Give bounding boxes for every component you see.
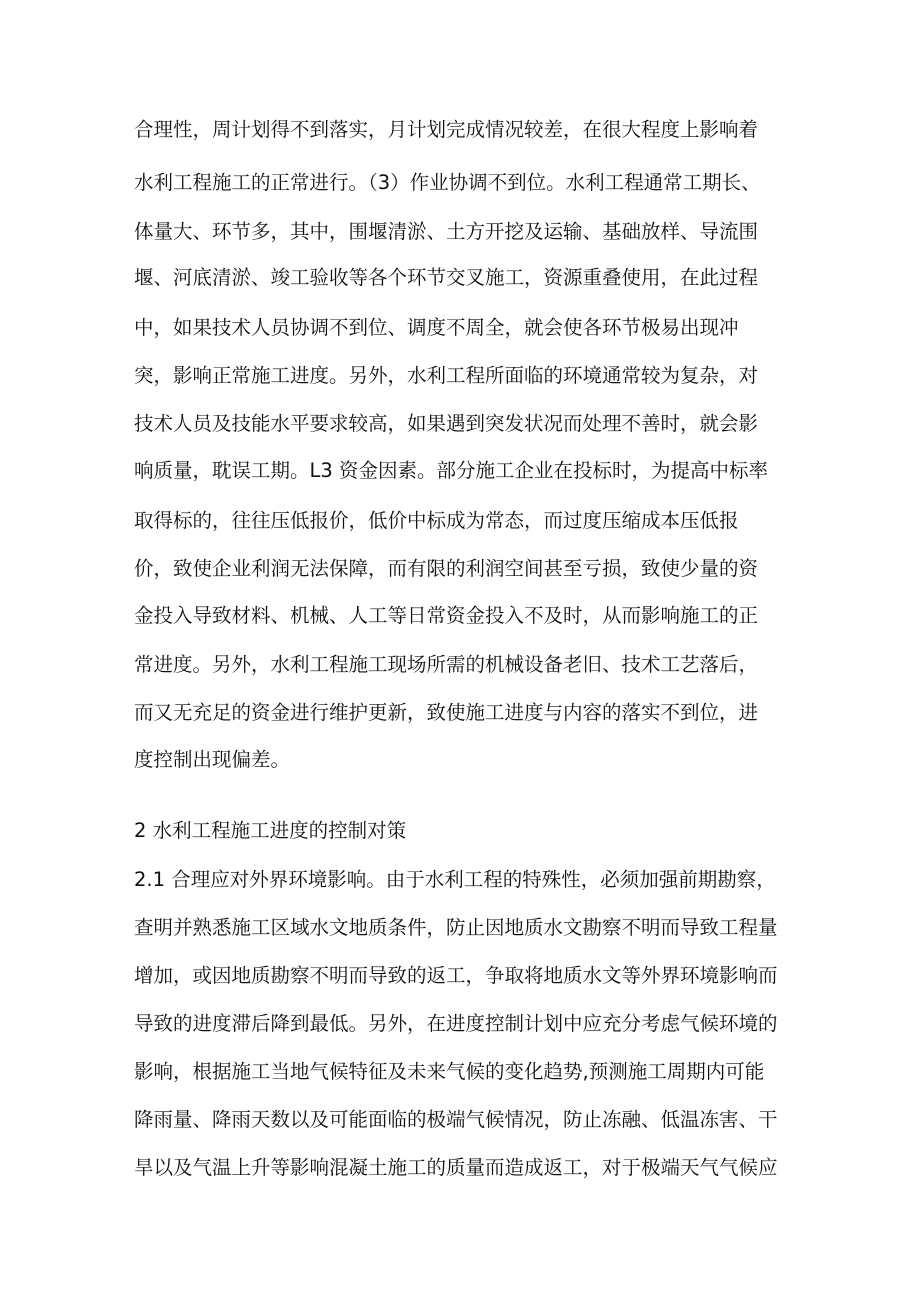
- paragraph-2-line-5: 影响，根据施工当地气候特征及未来气候的变化趋势,预测施工周期内可能: [134, 1060, 765, 1083]
- paragraph-1-line-5: 中，如果技术人员协调不到位、调度不周全，就会使各环节极易出现冲: [134, 316, 739, 339]
- paragraph-1-line-3: 体量大、环节多，其中，围堰清淤、土方开挖及运输、基础放样、导流围: [134, 220, 759, 243]
- paragraph-2-line-2: 查明并熟悉施工区域水文地质条件，防止因地质水文勘察不明而导致工程量: [134, 916, 778, 939]
- paragraph-1-line-11: 金投入导致材料、机械、人工等日常资金投入不及时，从而影响施工的正: [134, 604, 759, 627]
- paragraph-1-line-4: 堰、河底清淤、竣工验收等各个环节交叉施工，资源重叠使用，在此过程: [134, 266, 759, 289]
- paragraph-2-line-7: 旱以及气温上升等影响混凝土施工的质量而造成返工，对于极端天气气候应: [134, 1156, 778, 1179]
- paragraph-2-line-3: 增加，或因地质勘察不明而导致的返工，争取将地质水文等外界环境影响而: [134, 964, 778, 987]
- paragraph-1-line-2: 水利工程施工的正常进行。（3）作业协调不到位。水利工程通常工期长、: [134, 171, 761, 194]
- paragraph-2-line-1: 2.1 合理应对外界环境影响。由于水利工程的特殊性，必须加强前期勘察，: [134, 868, 776, 891]
- paragraph-1-line-7: 技术人员及技能水平要求较高，如果遇到突发状况而处理不善时，就会影: [134, 412, 759, 435]
- paragraph-1-line-9: 取得标的，往往压低报价，低价中标成为常态，而过度压缩成本压低报: [134, 509, 739, 532]
- paragraph-1-line-6: 突，影响正常施工进度。另外，水利工程所面临的环境通常较为复杂，对: [134, 364, 759, 387]
- paragraph-2-line-6: 降雨量、降雨天数以及可能面临的极端气候情况，防止冻融、低温冻害、干: [134, 1108, 778, 1131]
- paragraph-1-line-14: 度控制出现偏差。: [134, 748, 291, 771]
- paragraph-1-line-1: 合理性，周计划得不到落实，月计划完成情况较差，在很大程度上影响着: [134, 118, 759, 141]
- paragraph-1-line-10: 价，致使企业利润无法保障，而有限的利润空间甚至亏损，致使少量的资: [134, 557, 759, 580]
- paragraph-2-line-4: 导致的进度滞后降到最低。另外，在进度控制计划中应充分考虑气候环境的: [134, 1012, 778, 1035]
- section-heading: 2 水利工程施工进度的控制对策: [134, 819, 407, 842]
- paragraph-1-line-12: 常进度。另外，水利工程施工现场所需的机械设备老旧、技术工艺落后，: [134, 653, 759, 676]
- paragraph-1-line-8: 响质量，耽误工期。L3 资金因素。部分施工企业在投标时，为提高中标率: [134, 459, 768, 482]
- paragraph-1-line-13: 而又无充足的资金进行维护更新，致使施工进度与内容的落实不到位，进: [134, 701, 759, 724]
